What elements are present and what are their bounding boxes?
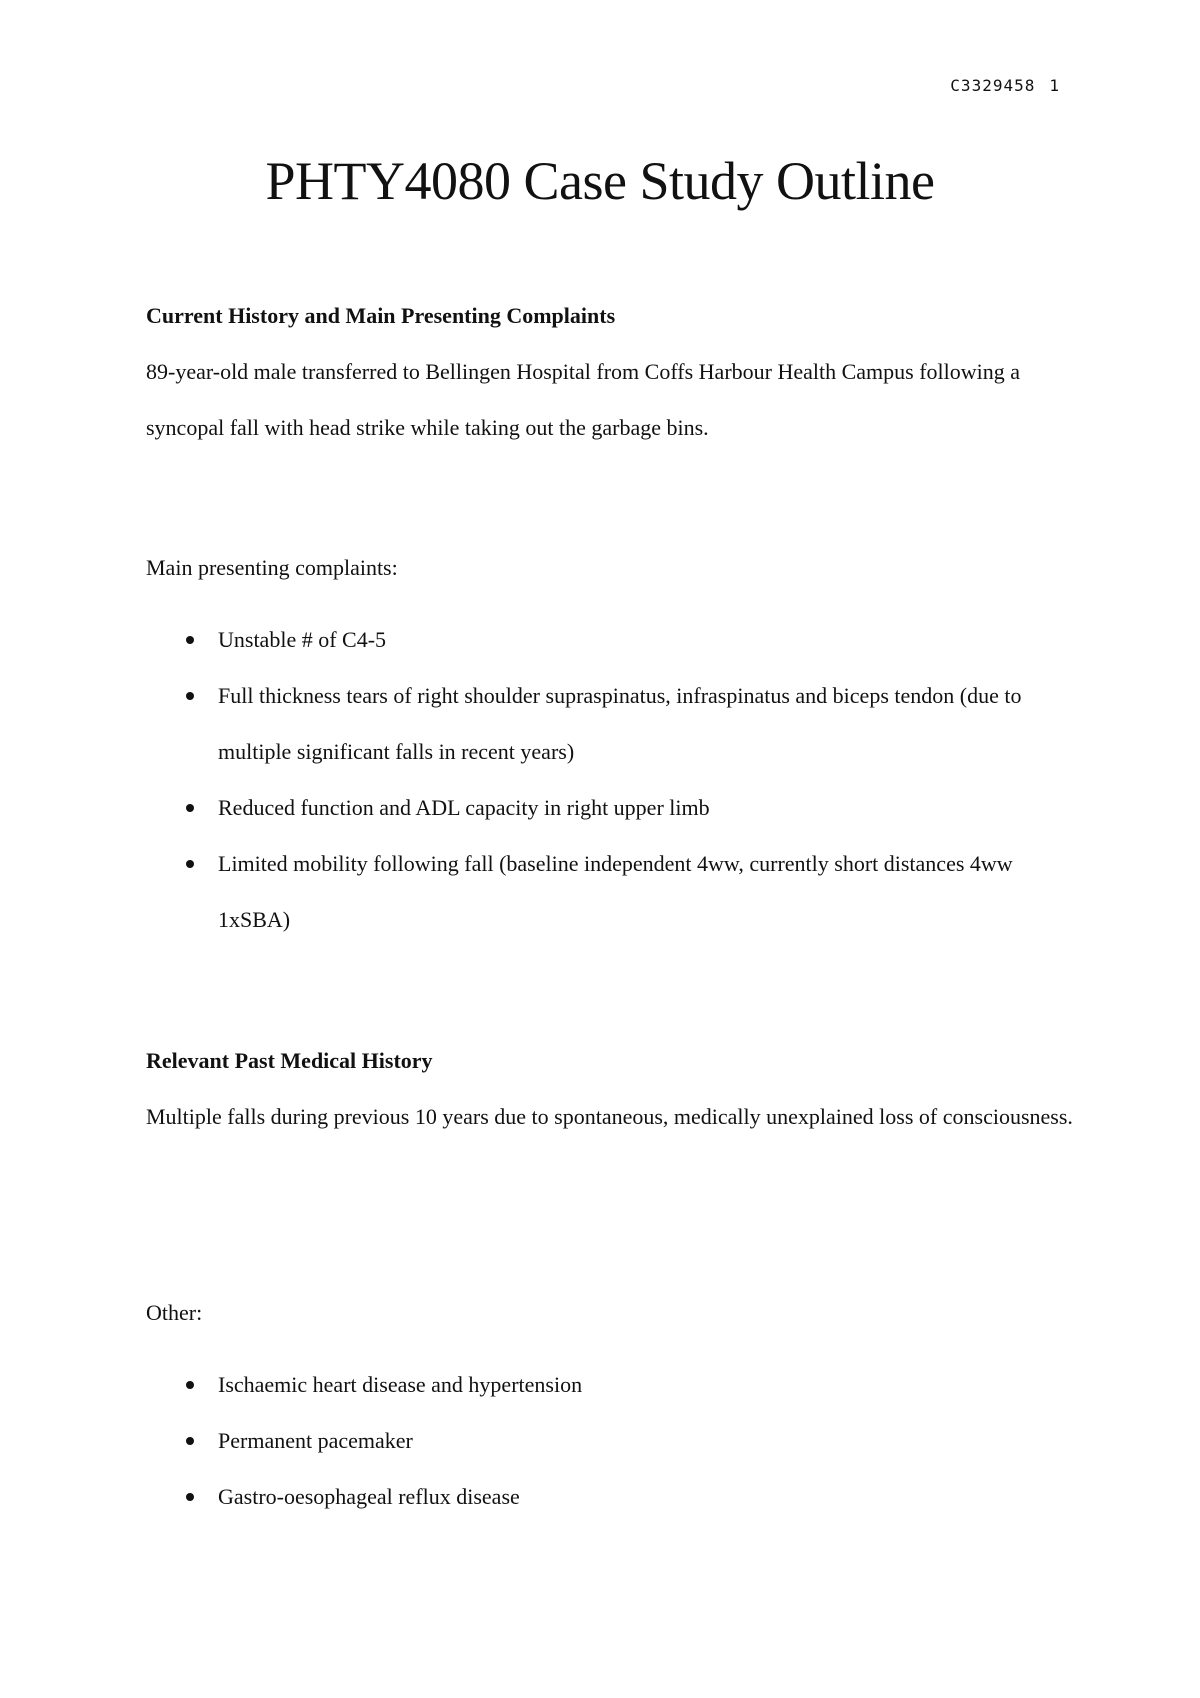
bullet-icon [186, 636, 194, 644]
complaints-list-container [146, 612, 1076, 948]
complaints-list [146, 612, 1076, 948]
past-history-heading: Relevant Past Medical History [146, 1048, 433, 1073]
other-list-container [146, 1357, 1076, 1525]
past-history-paragraph: Multiple falls during previous 10 years due to spontaneous, medically unexplained loss of consciousness. [146, 1104, 1073, 1129]
list-item [146, 1357, 1076, 1413]
list-item [146, 1413, 1076, 1469]
list-item [146, 836, 1076, 948]
list-item [146, 1469, 1076, 1525]
complaint-text: Full thickness tears of right shoulder supraspinatus, infraspinatus and biceps tendon (due to multiple significant falls in recent years) [218, 683, 1022, 764]
other-section [146, 1285, 1076, 1341]
bullet-icon [186, 1437, 194, 1445]
complaint-text: Limited mobility following fall (baseline independent 4ww, currently short distances 4ww 1xSBA) [218, 851, 1013, 932]
page-header [950, 76, 1060, 95]
complaints-label: Main presenting complaints: [146, 555, 398, 580]
complaint-text: Reduced function and ADL capacity in right upper limb [218, 795, 710, 820]
student-id: C3329458 [950, 76, 1036, 95]
bullet-icon [186, 1493, 194, 1501]
list-item [146, 612, 1076, 668]
past-history-section [146, 1033, 1076, 1145]
current-history-paragraph: 89-year-old male transferred to Bellingen Hospital from Coffs Harbour Health Campus following a syncopal fall with head strike while taking out the garbage bins. [146, 359, 1021, 440]
bullet-icon [186, 1381, 194, 1389]
list-item [146, 668, 1076, 780]
other-text: Ischaemic heart disease and hypertension [218, 1372, 583, 1397]
other-text: Permanent pacemaker [218, 1428, 413, 1453]
bullet-icon [186, 860, 194, 868]
complaint-text: Unstable # of C4-5 [218, 627, 387, 652]
other-text: Gastro-oesophageal reflux disease [218, 1484, 520, 1509]
bullet-icon [186, 804, 194, 812]
page-title: PHTY4080 Case Study Outline [265, 151, 935, 211]
current-history-section [146, 288, 1076, 456]
bullet-icon [186, 692, 194, 700]
other-label: Other: [146, 1300, 203, 1325]
complaints-section [146, 540, 1076, 596]
list-item [146, 780, 1076, 836]
page-number: 1 [1049, 76, 1060, 95]
current-history-heading: Current History and Main Presenting Complaints [146, 303, 616, 328]
other-list [146, 1357, 1076, 1525]
